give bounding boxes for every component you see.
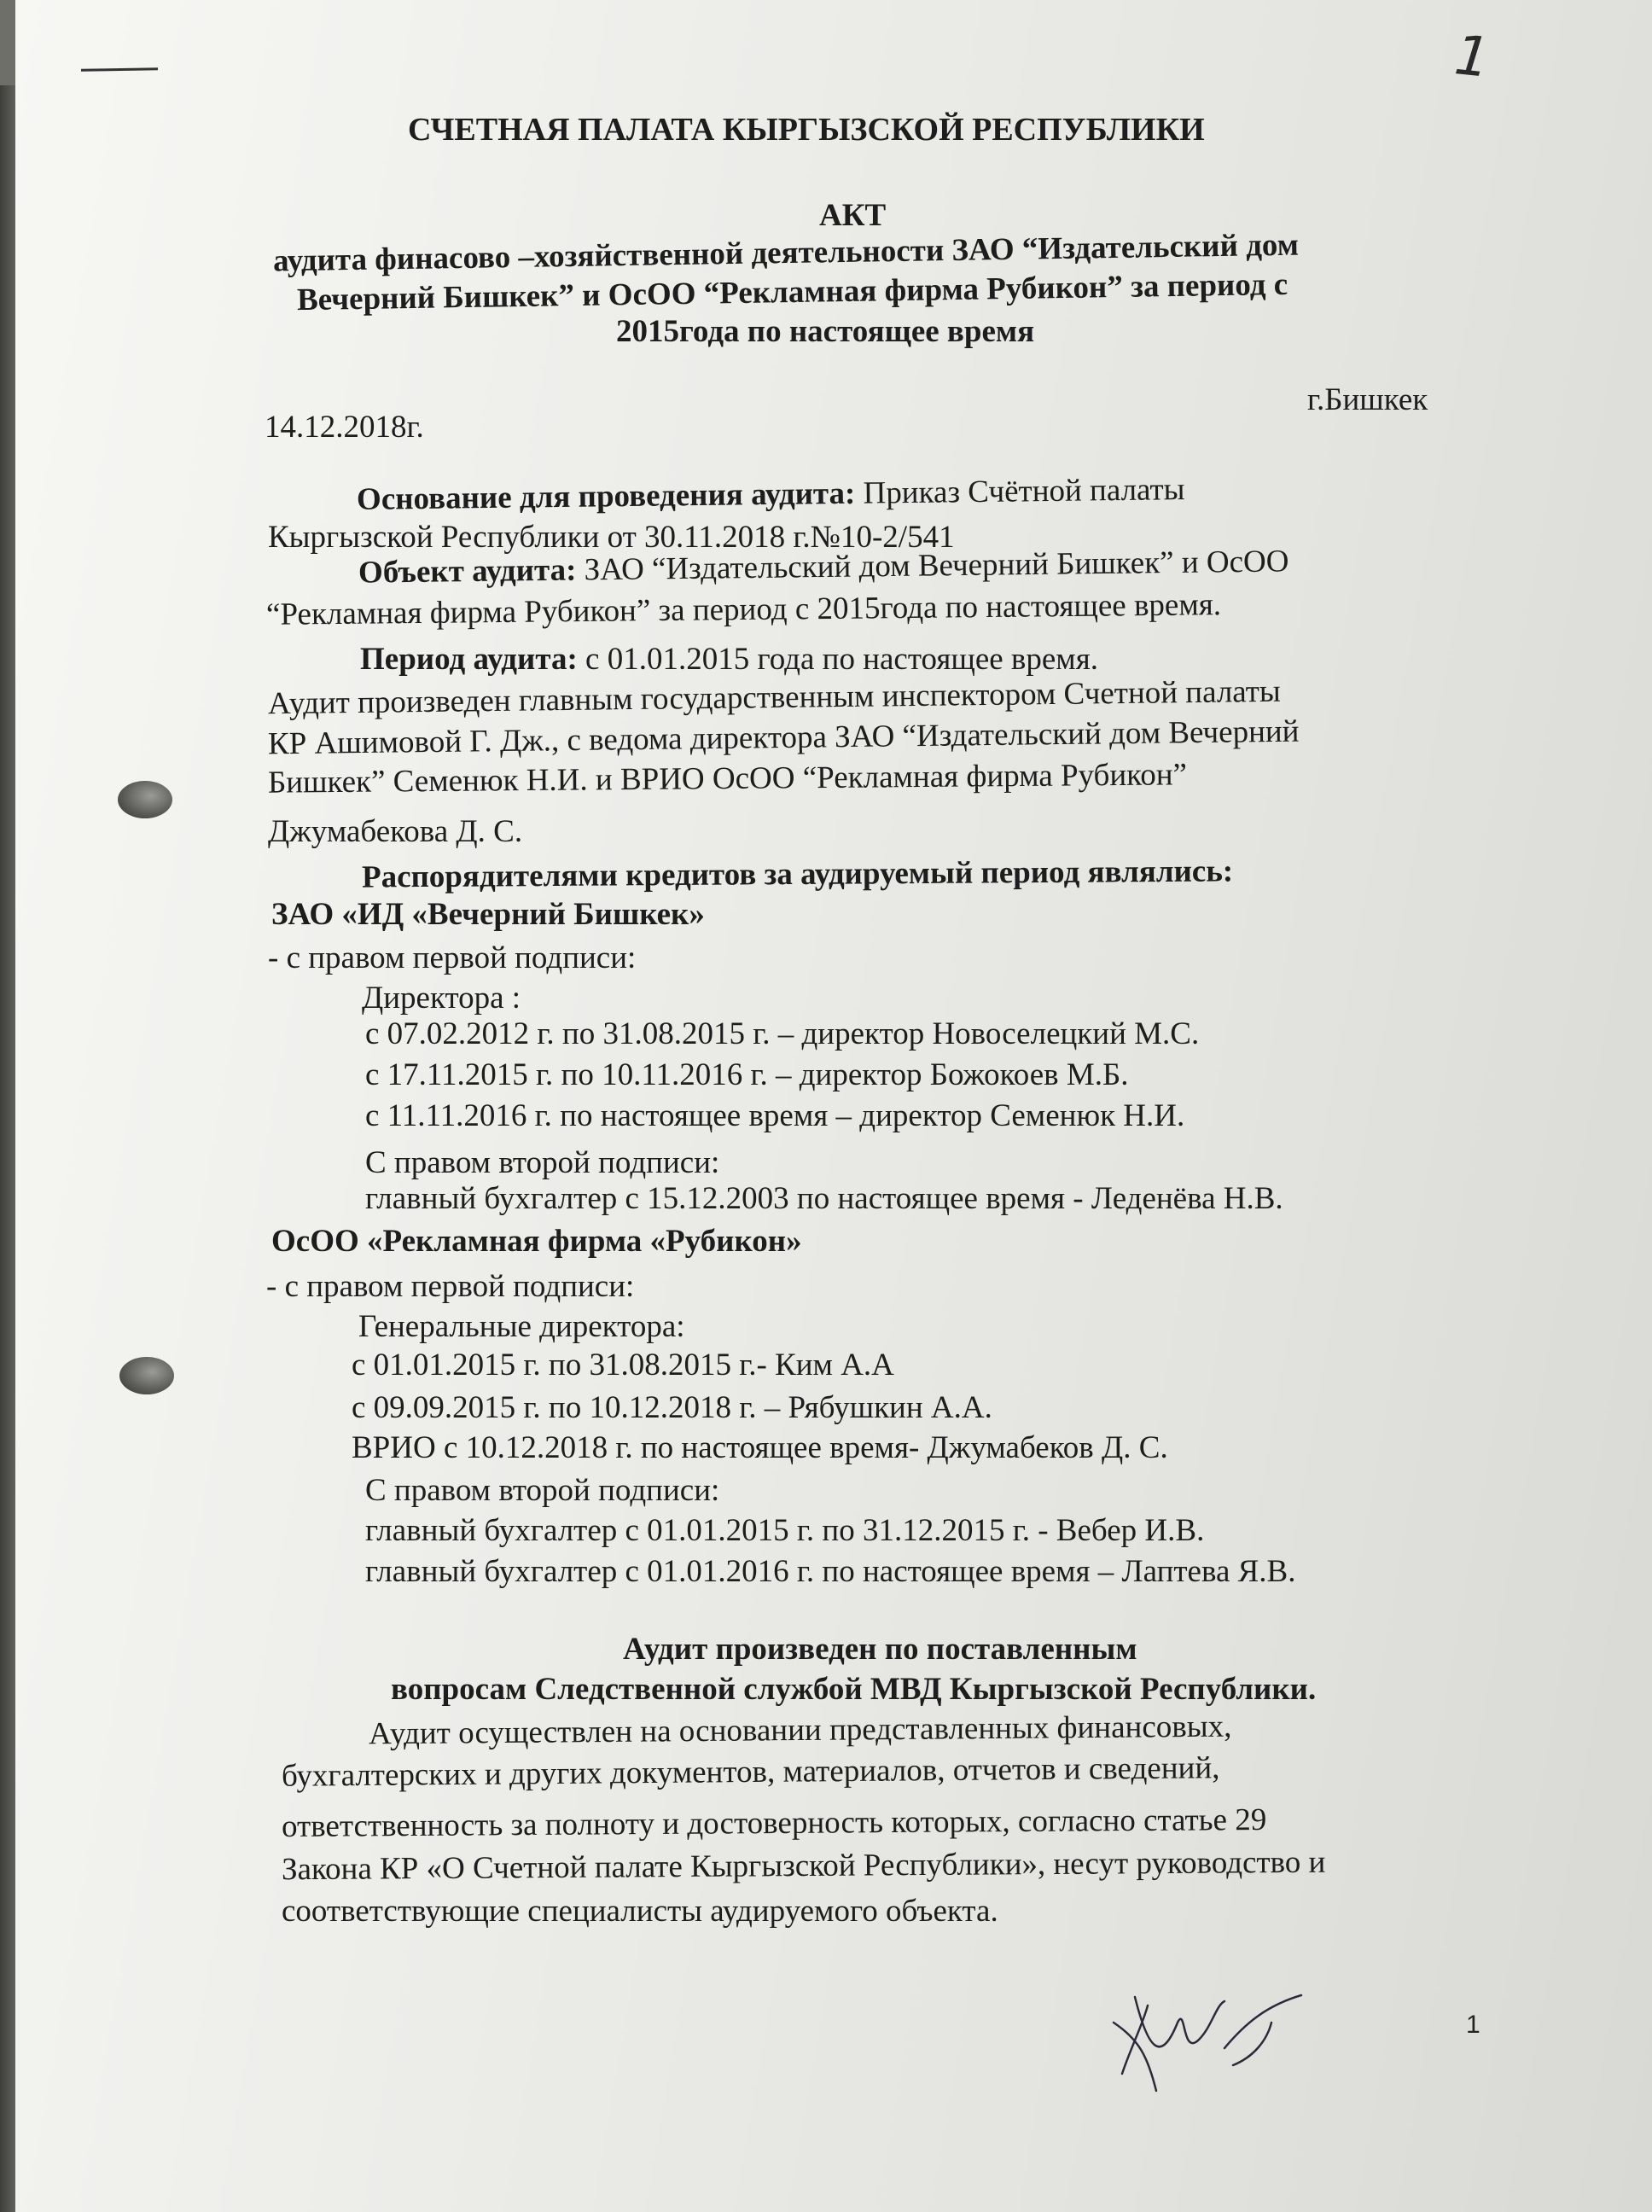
org2-name: ОсОО «Рекламная фирма «Рубикон» bbox=[271, 1224, 802, 1259]
object-text: ЗАО “Издательский дом Вечерний Бишкек” и ОсОО bbox=[576, 544, 1289, 588]
act-date: 14.12.2018г. bbox=[265, 410, 424, 445]
org1-director-entry: с 17.11.2015 г. по 10.11.2016 г. – директор Божокоев М.Б. bbox=[365, 1057, 1129, 1092]
period-text: с 01.01.2015 года по настоящее время. bbox=[577, 642, 1098, 677]
managers-heading: Распорядителями кредитов за аудируемый период являлись: bbox=[361, 853, 1234, 895]
org1-second-signature: С правом второй подписи: bbox=[365, 1145, 720, 1180]
org-title: СЧЕТНАЯ ПАЛАТА КЫРГЫЗСКОЙ РЕСПУБЛИКИ bbox=[408, 112, 1205, 148]
org1-accountant-entry: главный бухгалтер с 15.12.2003 по настоящее время - Леденёва Н.В. bbox=[365, 1181, 1283, 1216]
org1-director-entry: с 07.02.2012 г. по 31.08.2015 г. – директор Новоселецкий М.С. bbox=[365, 1016, 1200, 1051]
object-line-2: “Рекламная фирма Рубикон” за период с 2015года по настоящее время. bbox=[265, 587, 1222, 632]
org2-directors-label: Генеральные директора: bbox=[358, 1309, 685, 1344]
act-subtitle-line-1: аудита финасово –хозяйственной деятельности ЗАО “Издательский дом bbox=[272, 227, 1300, 279]
org2-director-entry: с 09.09.2015 г. по 10.12.2018 г. – Рябушкин А.А. bbox=[352, 1390, 992, 1425]
period-label: Период аудита: bbox=[360, 642, 578, 677]
basis-line-1 bbox=[357, 469, 1185, 521]
org2-accountant-entry: главный бухгалтер с 01.01.2016 г. по настоящее время – Лаптева Я.В. bbox=[365, 1554, 1296, 1589]
act-subtitle-line-2: Вечерний Бишкек” и ОсОО “Рекламная фирма Рубикон” за период с bbox=[296, 266, 1288, 318]
org2-accountant-entry: главный бухгалтер с 01.01.2015 г. по 31.12.2015 г. - Вебер И.В. bbox=[365, 1513, 1205, 1548]
handwritten-page-number: 1 bbox=[1451, 24, 1493, 90]
closing-line: бухгалтерских и других документов, материалов, отчетов и сведений, bbox=[281, 1750, 1220, 1794]
city: г.Бишкек bbox=[1307, 382, 1428, 417]
org2-first-signature: - с правом первой подписи: bbox=[266, 1269, 635, 1304]
basis-text: Приказ Счётной палаты bbox=[855, 472, 1185, 511]
conducted-heading-1: Аудит произведен по поставленным bbox=[623, 1632, 1137, 1667]
page-number: 1 bbox=[1466, 2011, 1480, 2039]
closing-line: Аудит осуществлен на основании представленных финансовых, bbox=[368, 1708, 1232, 1752]
basis-label: Основание для проведения аудита: bbox=[356, 475, 856, 517]
closing-line: соответствующие специалисты аудируемого объекта. bbox=[282, 1894, 998, 1929]
org1-director-entry: с 11.11.2016 г. по настоящее время – директор Семенюк Н.И. bbox=[365, 1098, 1185, 1133]
handwritten-signature bbox=[1096, 1971, 1318, 2108]
pen-mark bbox=[81, 67, 158, 72]
act-title: АКТ bbox=[819, 198, 887, 233]
org1-first-signature: - с правом первой подписи: bbox=[268, 940, 637, 975]
org2-second-signature: С правом второй подписи: bbox=[365, 1473, 720, 1508]
performed-line: Джумабекова Д. С. bbox=[268, 814, 523, 849]
org1-directors-label: Директора : bbox=[362, 981, 521, 1016]
org2-director-entry: ВРИО с 10.12.2018 г. по настоящее время- Джумабеков Д. С. bbox=[352, 1430, 1168, 1465]
object-label: Объект аудита: bbox=[358, 552, 577, 591]
closing-line: Закона КР «О Счетной палате Кыргызской Республики», несут руководство и bbox=[281, 1844, 1326, 1888]
conducted-heading-2: вопросам Следственной службой МВД Кыргызской Республики. bbox=[391, 1672, 1317, 1707]
basis-line-2: Кыргызской Республики от 30.11.2018 г.№10-2/541 bbox=[268, 520, 955, 555]
act-subtitle-line-3: 2015года по настоящее время bbox=[616, 314, 1035, 349]
performed-line: КР Ашимовой Г. Дж., с ведома директора ЗАО “Издательский дом Вечерний bbox=[267, 713, 1300, 762]
performed-line: Аудит произведен главным государственным инспектором Счетной палаты bbox=[267, 673, 1282, 722]
org1-name: ЗАО «ИД «Вечерний Бишкек» bbox=[271, 897, 705, 932]
closing-line: ответственность за полноту и достоверность которых, согласно статье 29 bbox=[281, 1802, 1267, 1845]
org2-director-entry: с 01.01.2015 г. по 31.08.2015 г.- Ким А.А bbox=[352, 1348, 894, 1382]
performed-line: Бишкек” Семенюк Н.И. и ВРИО ОсОО “Рекламная фирма Рубикон” bbox=[267, 757, 1188, 800]
